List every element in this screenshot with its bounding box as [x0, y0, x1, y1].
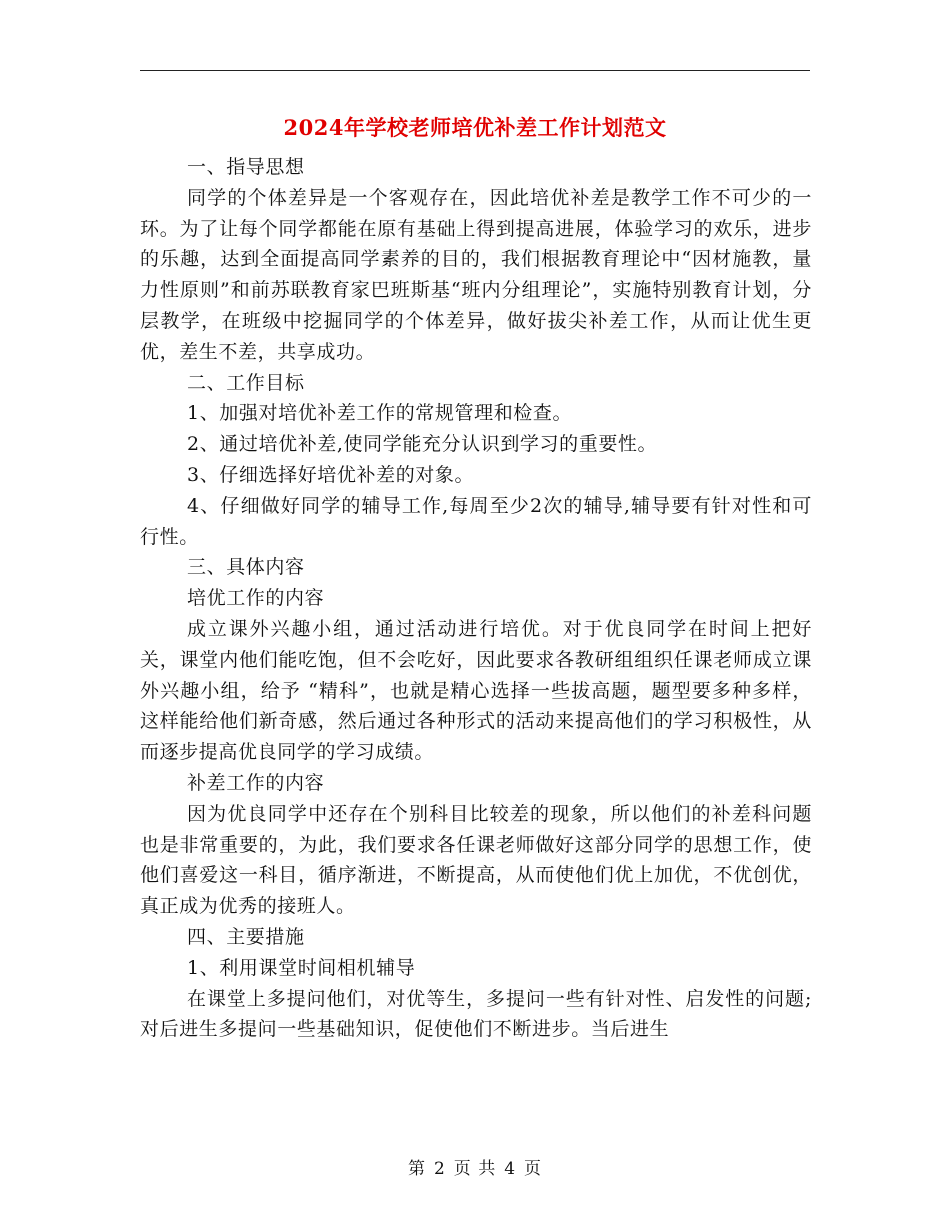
document-title: 2024年学校老师培优补差工作计划范文	[283, 115, 667, 140]
body-paragraph: 因为优良同学中还存在个别科目比较差的现象，所以他们的补差科问题也是非常重要的，为此，我们要求各任课老师做好这部分同学的思想工作，使他们喜爱这一科目，循序渐进，不断提高，从而使他们优上加优，不优创优，真正成为优秀的接班人。	[140, 802, 812, 918]
list-item: 3、仔细选择好培优补差的对象。	[187, 463, 475, 486]
body-paragraph: 成立课外兴趣小组，通过活动进行培优。对于优良同学在时间上把好关，课堂内他们能吃饱，但不会吃好，因此要求各教研组组织任课老师成立课外兴趣小组，给予 “精科”，也就是精心选择一些拔高题，题型要多种多样，这样能给他们新奇感，然后通过各种形式的活动来提高他们的学习积极性，从而逐步提高优良同学的学习成绩。	[140, 617, 812, 764]
list-item: 2、通过培优补差,使同学能充分认识到学习的重要性。	[187, 433, 658, 456]
list-item: 1、加强对培优补差工作的常规管理和检查。	[187, 402, 573, 425]
body-paragraph: 同学的个体差异是一个客观存在，因此培优补差是教学工作不可少的一环。为了让每个同学都能在原有基础上得到提高进展，体验学习的欢乐，进步的乐趣，达到全面提高同学素养的目的，我们根据教育理论中“因材施教，量力性原则”和前苏联教育家巴班斯基“班内分组理论”，实施特别教育计划，分层教学，在班级中挖掘同学的个体差异，做好拔尖补差工作，从而让优生更优，差生不差，共享成功。	[140, 186, 812, 363]
sub-heading: 培优工作的内容	[187, 587, 325, 610]
section-heading: 三、具体内容	[187, 556, 305, 579]
footer-page-suffix: 页	[524, 1159, 543, 1179]
section-heading: 一、指导思想	[187, 156, 305, 178]
page-footer	[0, 1154, 950, 1179]
footer-page-mid: 页 共	[453, 1159, 497, 1179]
sub-heading: 补差工作的内容	[187, 771, 325, 794]
section-heading: 二、工作目标	[187, 371, 305, 394]
sub-heading: 1、利用课堂时间相机辅导	[187, 956, 416, 979]
body-paragraph: 在课堂上多提问他们，对优等生，多提问一些有针对性、启发性的问题;对后进生多提问一些基础知识，促使他们不断进步。当后进生	[140, 987, 812, 1041]
document-body	[140, 152, 812, 1045]
section-heading: 四、主要措施	[187, 925, 305, 948]
footer-page-number: 2	[433, 1159, 446, 1179]
footer-page-total: 4	[504, 1159, 517, 1179]
list-item: 4、仔细做好同学的辅导工作,每周至少2次的辅导,辅导要有针对性和可行性。	[140, 494, 812, 548]
header-rule	[140, 70, 810, 71]
footer-page-prefix: 第	[407, 1159, 426, 1179]
